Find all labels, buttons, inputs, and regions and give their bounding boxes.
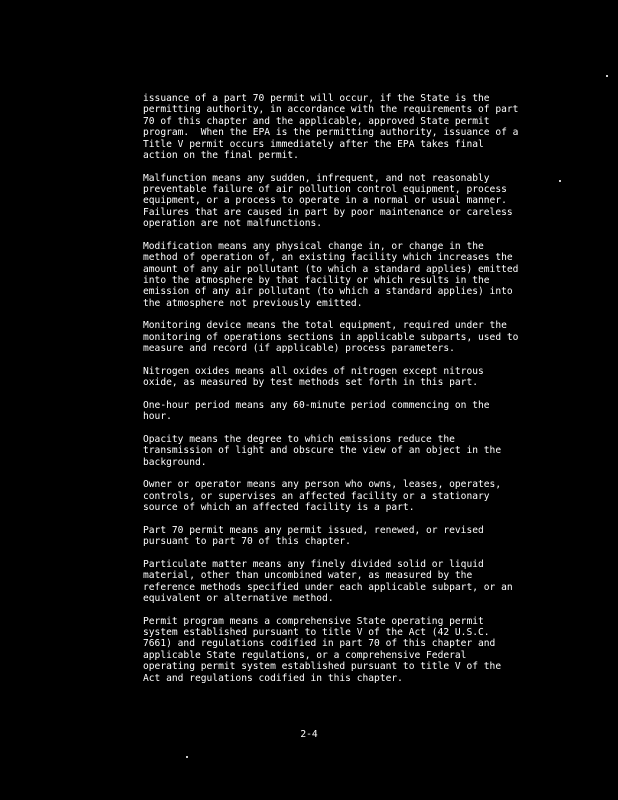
paragraph-permit-program: Permit program means a comprehensive State operating permit system established pursuant to title V of the Act (42 U.S.C. 7661) and regulations codified in part 70 of this chapter and applicable State regulations, or a comprehensive Federal operating permit system established pursuant to title V of the Act and regulations codified in this chapter. (143, 615, 502, 684)
paragraph-particulate-matter: Particulate matter means any finely divided solid or liquid material, other than uncombined water, as measured by the reference methods specified under each applicable subpart, or an equivalent or alternative method. (143, 558, 513, 604)
paragraph-owner-or-operator: Owner or operator means any person who owns, leases, operates, controls, or supervises an affected facility or a stationary source of which an affected facility is a part. (143, 479, 502, 514)
paragraph-nitrogen-oxides: Nitrogen oxides means all oxides of nitrogen except nitrous oxide, as measured by test methods set forth in this part. (143, 365, 484, 389)
scan-speck (606, 75, 608, 77)
scan-speck (186, 756, 188, 758)
page-number: 2-4 (300, 729, 318, 740)
paragraph-one-hour-period: One-hour period means any 60-minute period commencing on the hour. (143, 399, 490, 423)
paragraph-monitoring-device: Monitoring device means the total equipment, required under the monitoring of operations sections in applicable subparts, used to measure and record (if applicable) process parameters. (143, 320, 519, 355)
paragraph-modification: Modification means any physical change in, or change in the method of operation of, an existing facility which increases the amount of any air pollutant (to which a standard applies) emitted into the atmosphere by that facility or which results in the emission of any air pollutant (to which a standard applies) into the atmosphere not previously emitted. (143, 240, 519, 309)
paragraph-issuance: issuance of a part 70 permit will occur, if the State is the permitting authority, in accordance with the requirements of part 70 of this chapter and the applicable, approved State permit program. When the EPA is the permitting authority, issuance of a Title V permit occurs immediately after the EPA takes final action on the final permit. (143, 93, 519, 162)
paragraph-malfunction: Malfunction means any sudden, infrequent, and not reasonably preventable failure of air pollution control equipment, process equipment, or a process to operate in a normal or usual manner. Failures that are caused in part by poor maintenance or careless operation are not malfunctions. (143, 172, 513, 230)
scan-speck (559, 180, 561, 182)
paragraph-part-70-permit: Part 70 permit means any permit issued, renewed, or revised pursuant to part 70 of this chapter. (143, 524, 484, 548)
paragraph-opacity: Opacity means the degree to which emissions reduce the transmission of light and obscure the view of an object in the background. (143, 433, 502, 468)
document-body (143, 93, 563, 695)
